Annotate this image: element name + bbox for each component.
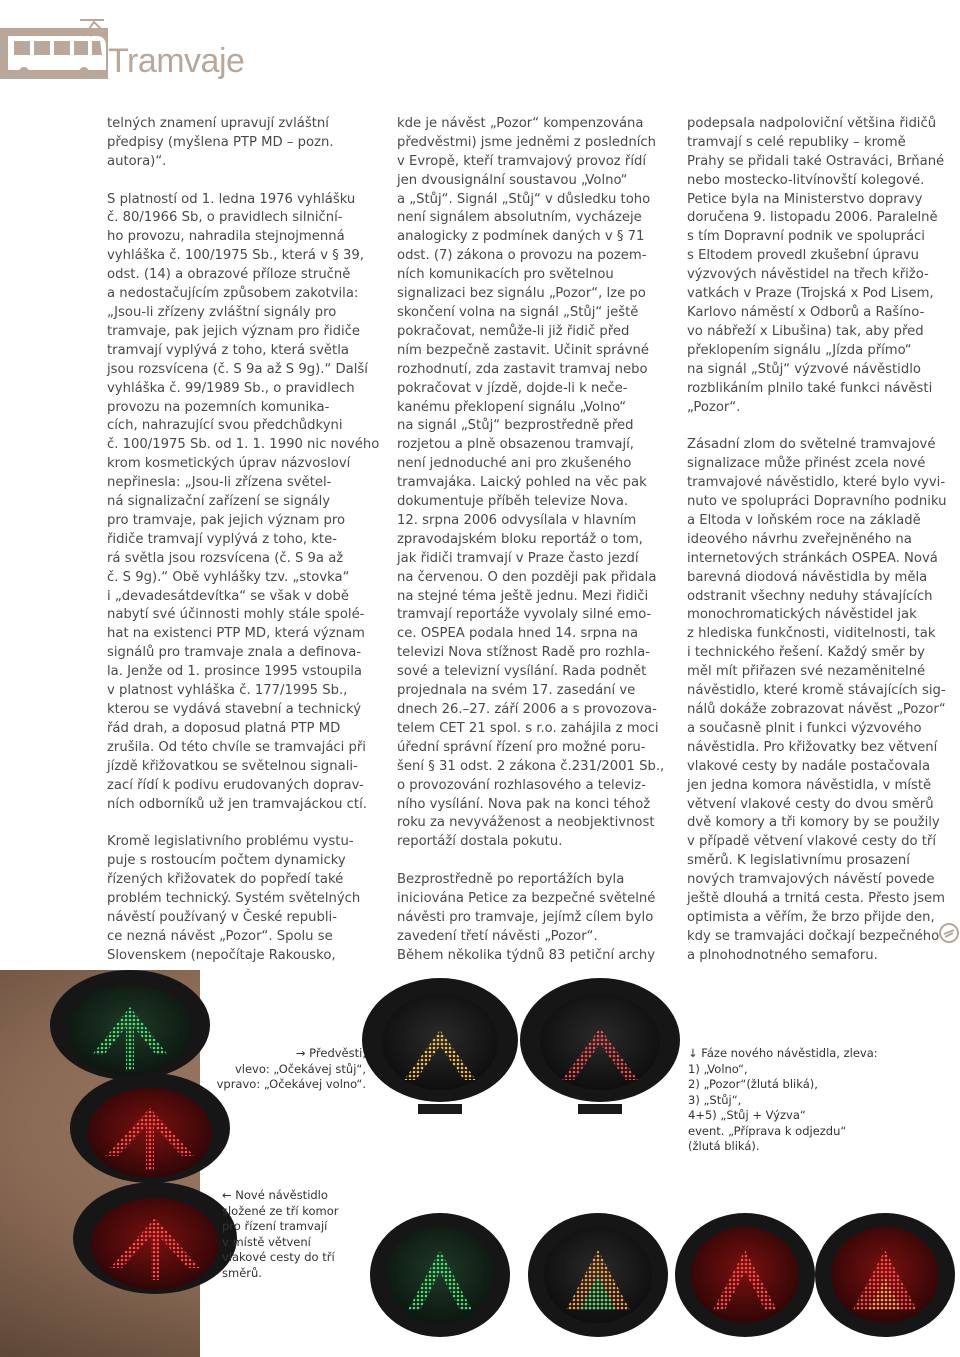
paragraph: kde je návěst „Pozor“ kompenzována předvěstmi) jsme jedněmi z posledních v Evropě, kteří tramvajový provoz řídí jen dvousignální soustavou „Volno“ a „Stůj“. Signál „Stůj“ v důsledku toho není signálem absolutním, vycházeje analogicky z podmínek daných v § 71 odst. (7) zákona o provozu na pozem- ních komunikacích pro světelnou signalizaci bez signálu „Pozor“, lze po skončení volna na signál „Stůj“ ještě pokračovat, nemůže-li již řidič před ním bezpečně zastavit. Učinit správné rozhodnutí, zda zastavit tramvaj nebo pokračovat v jízdě, dojde-li k neče- kanému překlopení signálu „Volno“ na signál „Stůj“ bezprostředně před rozjetou a plně obsazenou tramvají, není jednoduché ani pro zkušeného tramvajáka. Laický pohled na věc pak dokumentuje příběh televize Nova. 12. srpna 2006 odvysílala v hlavním zpravodajském bloku reportáž o tom, jak řidiči tramvají v Praze často jezdí na červenou. O den později pak přidala na stejné téma ještě jednu. Mezi řidiči tramvají reportáže vyvolaly silné emo- ce. OSPEA podala hned 14. srpna na televizi Nova stížnost Radě pro rozhla- sové a televizní vysílání. Rada podnět projednala na svém 17. zasedání ve dnech 26.–27. září 2006 a s provozova- telem CET 21 spol. s r.o. zahájila z moci úřední správní řízení pro možné poru- šení § 31 odst. 2 zákona č.231/2001 Sb., o provozování rozhlasového a televiz- ního vysílání. Nova pak na konci téhož roku za nevyváženost a neobjektivnost reportáží dostala pokutu. (397, 115, 665, 850)
signal-phase-stuj (675, 1213, 815, 1337)
paragraph: S platností od 1. ledna 1976 vyhlášku č. 80/1966 Sb, o pravidlech silniční- ho provozu, nahradila stejnojmenná vyhláška č. 100/1975 Sb., která v § 39, odst. (14) a obrazové příloze stručně a nedostačujícím způsobem zakotvila: „Jsou-li zřízeny zvláštní signály pro tramvaje, pak jejich význam pro řidiče tramvají vyplývá z toho, která světla jsou rozsvícena (č. S 9a až S 9g).“ Další vyhláška č. 99/1989 Sb., o pravidlech provozu na pozemních komunika- cích, nahrazující svou předchůdkyni č. 100/1975 Sb. od 1. 1. 1990 nic nového krom kosmetických úprav názvosloví nepřinesla: „Jsou-li zřízena světel- ná signalizační zařízení se signály pro tramvaje, pak jejich význam pro řidiče tramvají vyplývá z toho, kte- rá světla jsou rozsvícena (č. S 9a až č. S 9g).“ Obě vyhlášky tzv. „stovka“ i „devadesátdevítka“ se však v době nabytí své účinnosti mohly stále spolé- hat na existenci PTP MD, která význam signálů pro tramvaje znala a definova- la. Jenže od 1. prosince 1995 vstoupila v platnost vyhláška č. 177/1995 Sb., kterou se vydává stavební a technický řád drah, a doposud platná PTP MD zrušila. Od této chvíle se tramvajáci při jízdě křižovatkou se světelnou signali- zací řídí k podivu erudovaných doprav- ních odborníků už jen tramvajáckou ctí. (107, 191, 380, 812)
caption-faze (688, 1046, 908, 1155)
end-of-article-icon (938, 922, 960, 944)
arrow-right-icon: → (295, 1046, 306, 1060)
signal-phase-stuj-vyzva (815, 1213, 955, 1337)
caption-text: Předvěsti, vlevo: „Očekávej stůj“, vpravo: „Očekávej volno“. (216, 1046, 366, 1091)
page-header (0, 0, 960, 90)
paragraph: telných znamení upravují zvláštní předpisy (myšlena PTP MD – pozn. autora)“. (107, 115, 334, 169)
text-column-1 (107, 96, 383, 966)
three-chamber-signal (50, 970, 237, 1294)
paragraph: Kromě legislativního problému vystu- puje s rostoucím počtem dynamicky řízených křižovatek do popředí také problém technický. Systém světelných návěstí používaný v České republi- ce nezná návěst „Pozor“. Spolu se Slovenskem (nepočítaje Rakousko, (107, 834, 361, 963)
section-title: Tramvaje (108, 42, 245, 80)
paragraph: Bezprostředně po reportážích byla iniciována Petice za bezpečné světelné návěsti pro tramvaje, jejímž cílem bylo zavedení třetí návěsti „Pozor“. Během několika týdnů 83 petiční archy (397, 872, 656, 963)
signal-phase-pozor (528, 1213, 668, 1337)
traffic-signals-photo (0, 970, 960, 1357)
paragraph: Zásadní zlom do světelné tramvajové signalizace může přinést zcela nové tramvajové návěstidlo, které bylo vyvi- nuto ve spolupráci Dopravního podniku a Eltoda v loňském roce na základě ideového návrhu zveřejněného na internetových stránkách OSPEA. Nová barevná diodová návěstidla by měla odstranit všechny neduhy stávajících monochromatických návěstidel jak z hlediska funkčnosti, viditelnosti, tak i technického řešení. Každý směr by měl mít přiřazen své nezaměnitelné návěstidlo, které kromě stávajících sig- nálů dokáže zobrazovat návěst „Pozor“ a současně plnit i funkci výzvového návěstidla. Pro křižovatky bez větvení vlakové cesty by nadále postačovala jen jedna komora návěstidla, v místě větvení vlakové cesty do dvou směrů dvě komory a tři komory by se použily v případě větvení vlakové cesty do tří směrů. K legislativnímu prosazení nových tramvajových návěstí povede ještě dlouhá a trnitá cesta. Přesto jsem optimista a věřím, že brzo přijde den, kdy se tramvajáci dočkají bezpečného a plnohodnotného semaforu. (687, 437, 947, 963)
text-column-2 (397, 96, 673, 966)
caption-predvesti (206, 1046, 366, 1093)
arrow-left-icon: ← (222, 1188, 232, 1202)
signal-phase-volno (370, 1213, 510, 1337)
paragraph: podepsala nadpoloviční většina řidičů tramvají s celé republiky – kromě Prahy se přidali také Ostraváci, Brňané nebo mostecko-litvínovští kolegové. Petice byla na Ministerstvo dopravy doručena 9. listopadu 2006. Paralelně s tím Dopravní podnik ve spolupráci s Eltodem provedl zkušební úpravu výzvových návěstidel na třech křižo- vatkách v Praze (Trojská x Pod Lisem, Karlovo náměstí x Odborů a Rašíno- vo nábřeží x Libušina) tak, aby před překlopením signálu „Jízda přímo“ na signál „Stůj“ výzvové návěstidlo rozblikáním plnilo také funkci návěsti „Pozor“. (687, 115, 945, 415)
caption-text: Nové návěstidlo složené ze tří komor pro řízení tramvají v místě větvení vlakové cesty do tří směrů. (222, 1188, 339, 1280)
text-column-3 (687, 96, 959, 966)
arrow-down-icon: ↓ (688, 1046, 698, 1060)
caption-text: Fáze nového návěstidla, zleva: 1) „Volno“, 2) „Pozor“(žlutá bliká), 3) „Stůj“, 4+5) „Stůj + Výzva“ event. „Příprava k odjezdu“ (žlutá bliká). (688, 1046, 878, 1153)
caption-nove-navestidlo (222, 1188, 362, 1281)
